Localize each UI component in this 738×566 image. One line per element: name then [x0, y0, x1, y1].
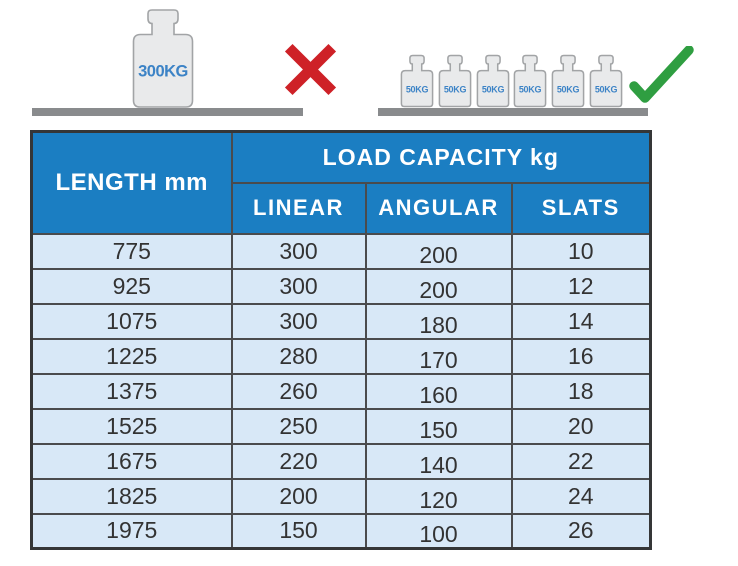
- table-row: [32, 409, 651, 444]
- table-cell: 140: [366, 444, 512, 479]
- table-cell: 26: [512, 514, 651, 549]
- table-cell: 170: [366, 339, 512, 374]
- table-cell: 280: [232, 339, 366, 374]
- table-cell: 220: [232, 444, 366, 479]
- small-weight-icon: [513, 54, 547, 108]
- table-cell: 14: [512, 304, 651, 339]
- small-weight-label: 50KG: [519, 84, 542, 95]
- table-cell: 24: [512, 479, 651, 514]
- small-weight-icon: [400, 54, 434, 108]
- table-cell: 1525: [32, 409, 232, 444]
- small-weight-label: 50KG: [481, 84, 504, 95]
- red-cross-icon: [284, 42, 337, 97]
- green-check-icon: [628, 46, 694, 107]
- table-row: [32, 514, 651, 549]
- table-cell: 200: [366, 234, 512, 269]
- table-cell: 300: [232, 269, 366, 304]
- table-row: [32, 479, 651, 514]
- big-weight-label: 300KG: [138, 62, 188, 81]
- small-weight-label: 50KG: [594, 84, 618, 95]
- table-cell: 260: [232, 374, 366, 409]
- small-weight-icon: [476, 54, 510, 108]
- small-weight-label: 50KG: [557, 84, 580, 95]
- table-cell: 1825: [32, 479, 232, 514]
- table-cell: 1075: [32, 304, 232, 339]
- table-row: [32, 269, 651, 304]
- small-weight-label: 50KG: [443, 84, 466, 95]
- table-cell: 22: [512, 444, 651, 479]
- table-cell: 12: [512, 269, 651, 304]
- table-cell: 150: [232, 514, 366, 549]
- small-weight-icon: [438, 54, 472, 108]
- table-cell: 200: [232, 479, 366, 514]
- table-row: [32, 444, 651, 479]
- small-weights-group: [400, 54, 623, 108]
- table-cell: 100: [366, 514, 512, 549]
- column-header-slats: SLATS: [512, 183, 651, 234]
- table-row: [32, 374, 651, 409]
- table-cell: 1225: [32, 339, 232, 374]
- table-cell: 20: [512, 409, 651, 444]
- column-header-load-capacity: LOAD CAPACITY kg: [232, 132, 651, 183]
- table-cell: 300: [232, 304, 366, 339]
- capacity-illustration: [0, 0, 738, 130]
- table-cell: 120: [366, 479, 512, 514]
- table-cell: 180: [366, 304, 512, 339]
- small-weight-label: 50KG: [405, 84, 429, 95]
- column-header-linear: LINEAR: [232, 183, 366, 234]
- table-row: [32, 304, 651, 339]
- shelf-left: [32, 108, 303, 116]
- table-cell: 160: [366, 374, 512, 409]
- table-cell: 10: [512, 234, 651, 269]
- small-weight-icon: [589, 54, 623, 108]
- table-cell: 1375: [32, 374, 232, 409]
- column-header-length: LENGTH mm: [32, 132, 232, 234]
- table-cell: 16: [512, 339, 651, 374]
- small-weight-icon: [551, 54, 585, 108]
- table-cell: 300: [232, 234, 366, 269]
- table-body: [32, 234, 651, 549]
- table-cell: 1675: [32, 444, 232, 479]
- column-header-angular: ANGULAR: [366, 183, 512, 234]
- table-row: [32, 339, 651, 374]
- table-row: [32, 234, 651, 269]
- table-cell: 1975: [32, 514, 232, 549]
- big-weight-icon: [132, 8, 194, 109]
- load-capacity-table: [30, 130, 652, 550]
- table-cell: 250: [232, 409, 366, 444]
- table-cell: 150: [366, 409, 512, 444]
- table-cell: 200: [366, 269, 512, 304]
- shelf-right: [378, 108, 648, 116]
- table-cell: 775: [32, 234, 232, 269]
- table-cell: 925: [32, 269, 232, 304]
- table-cell: 18: [512, 374, 651, 409]
